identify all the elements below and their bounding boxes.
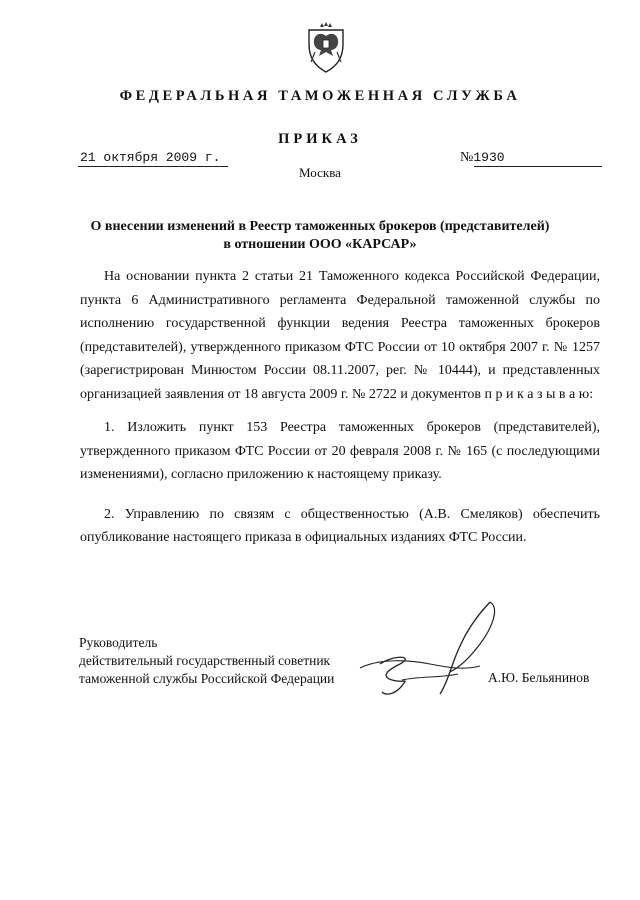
agency-name: ФЕДЕРАЛЬНАЯ ТАМОЖЕННАЯ СЛУЖБА xyxy=(119,88,521,104)
number-value: 1930 xyxy=(473,150,505,165)
order-word: п р и к а з ы в а ю: xyxy=(484,386,594,402)
subject-line-1: О внесении изменений в Реестр таможенных брокеров (представителей) xyxy=(90,219,550,234)
signer-line-1: Руководитель xyxy=(79,635,158,650)
subject-line-2: в отношении ООО «КАРСАР» xyxy=(223,237,417,252)
order-subject xyxy=(90,218,550,254)
order-number xyxy=(460,150,505,166)
russian-coat-of-arms-icon xyxy=(303,22,349,74)
preamble-paragraph xyxy=(80,265,600,406)
document-type-title: ПРИКАЗ xyxy=(278,131,362,147)
signer-name: А.Ю. Бельянинов xyxy=(488,670,590,685)
signer-title xyxy=(79,634,334,688)
signer-line-3: таможенной службы Российской Федерации xyxy=(79,671,335,686)
handwritten-signature-icon xyxy=(340,598,515,708)
preamble-text: На основании пункта 2 статьи 21 Таможенного кодекса Российской Федерации, пункта 6 Административного регламента Федеральной таможенной службы по исполнению государственной функции ведения Реестра таможенных брокеров (представителей), утвержденного приказом ФТС России от 10 октября 2007 г. № 1257 (зарегистрирован Минюстом России 08.11.2007, рег. № 10444), и представленных организацией заявления от 18 августа 2009 г. № 2722 и документов xyxy=(80,269,600,402)
order-body xyxy=(80,265,600,550)
item-1: 1. Изложить пункт 153 Реестра таможенных брокеров (представителей), утвержденного приказом ФТС России от 20 февраля 2008 г. № 165 (с последующими изменениями), согласно приложению к настоящему приказу. xyxy=(80,420,600,482)
city: Москва xyxy=(299,165,341,180)
signer-line-2: действительный государственный советник xyxy=(79,653,331,668)
item-2: 2. Управлению по связям с общественностью (А.В. Смеляков) обеспечить опубликование настоящего приказа в официальных изданиях ФТС России. xyxy=(80,506,600,545)
number-sign: № xyxy=(460,150,474,165)
order-date: 21 октября 2009 г. xyxy=(80,150,221,165)
